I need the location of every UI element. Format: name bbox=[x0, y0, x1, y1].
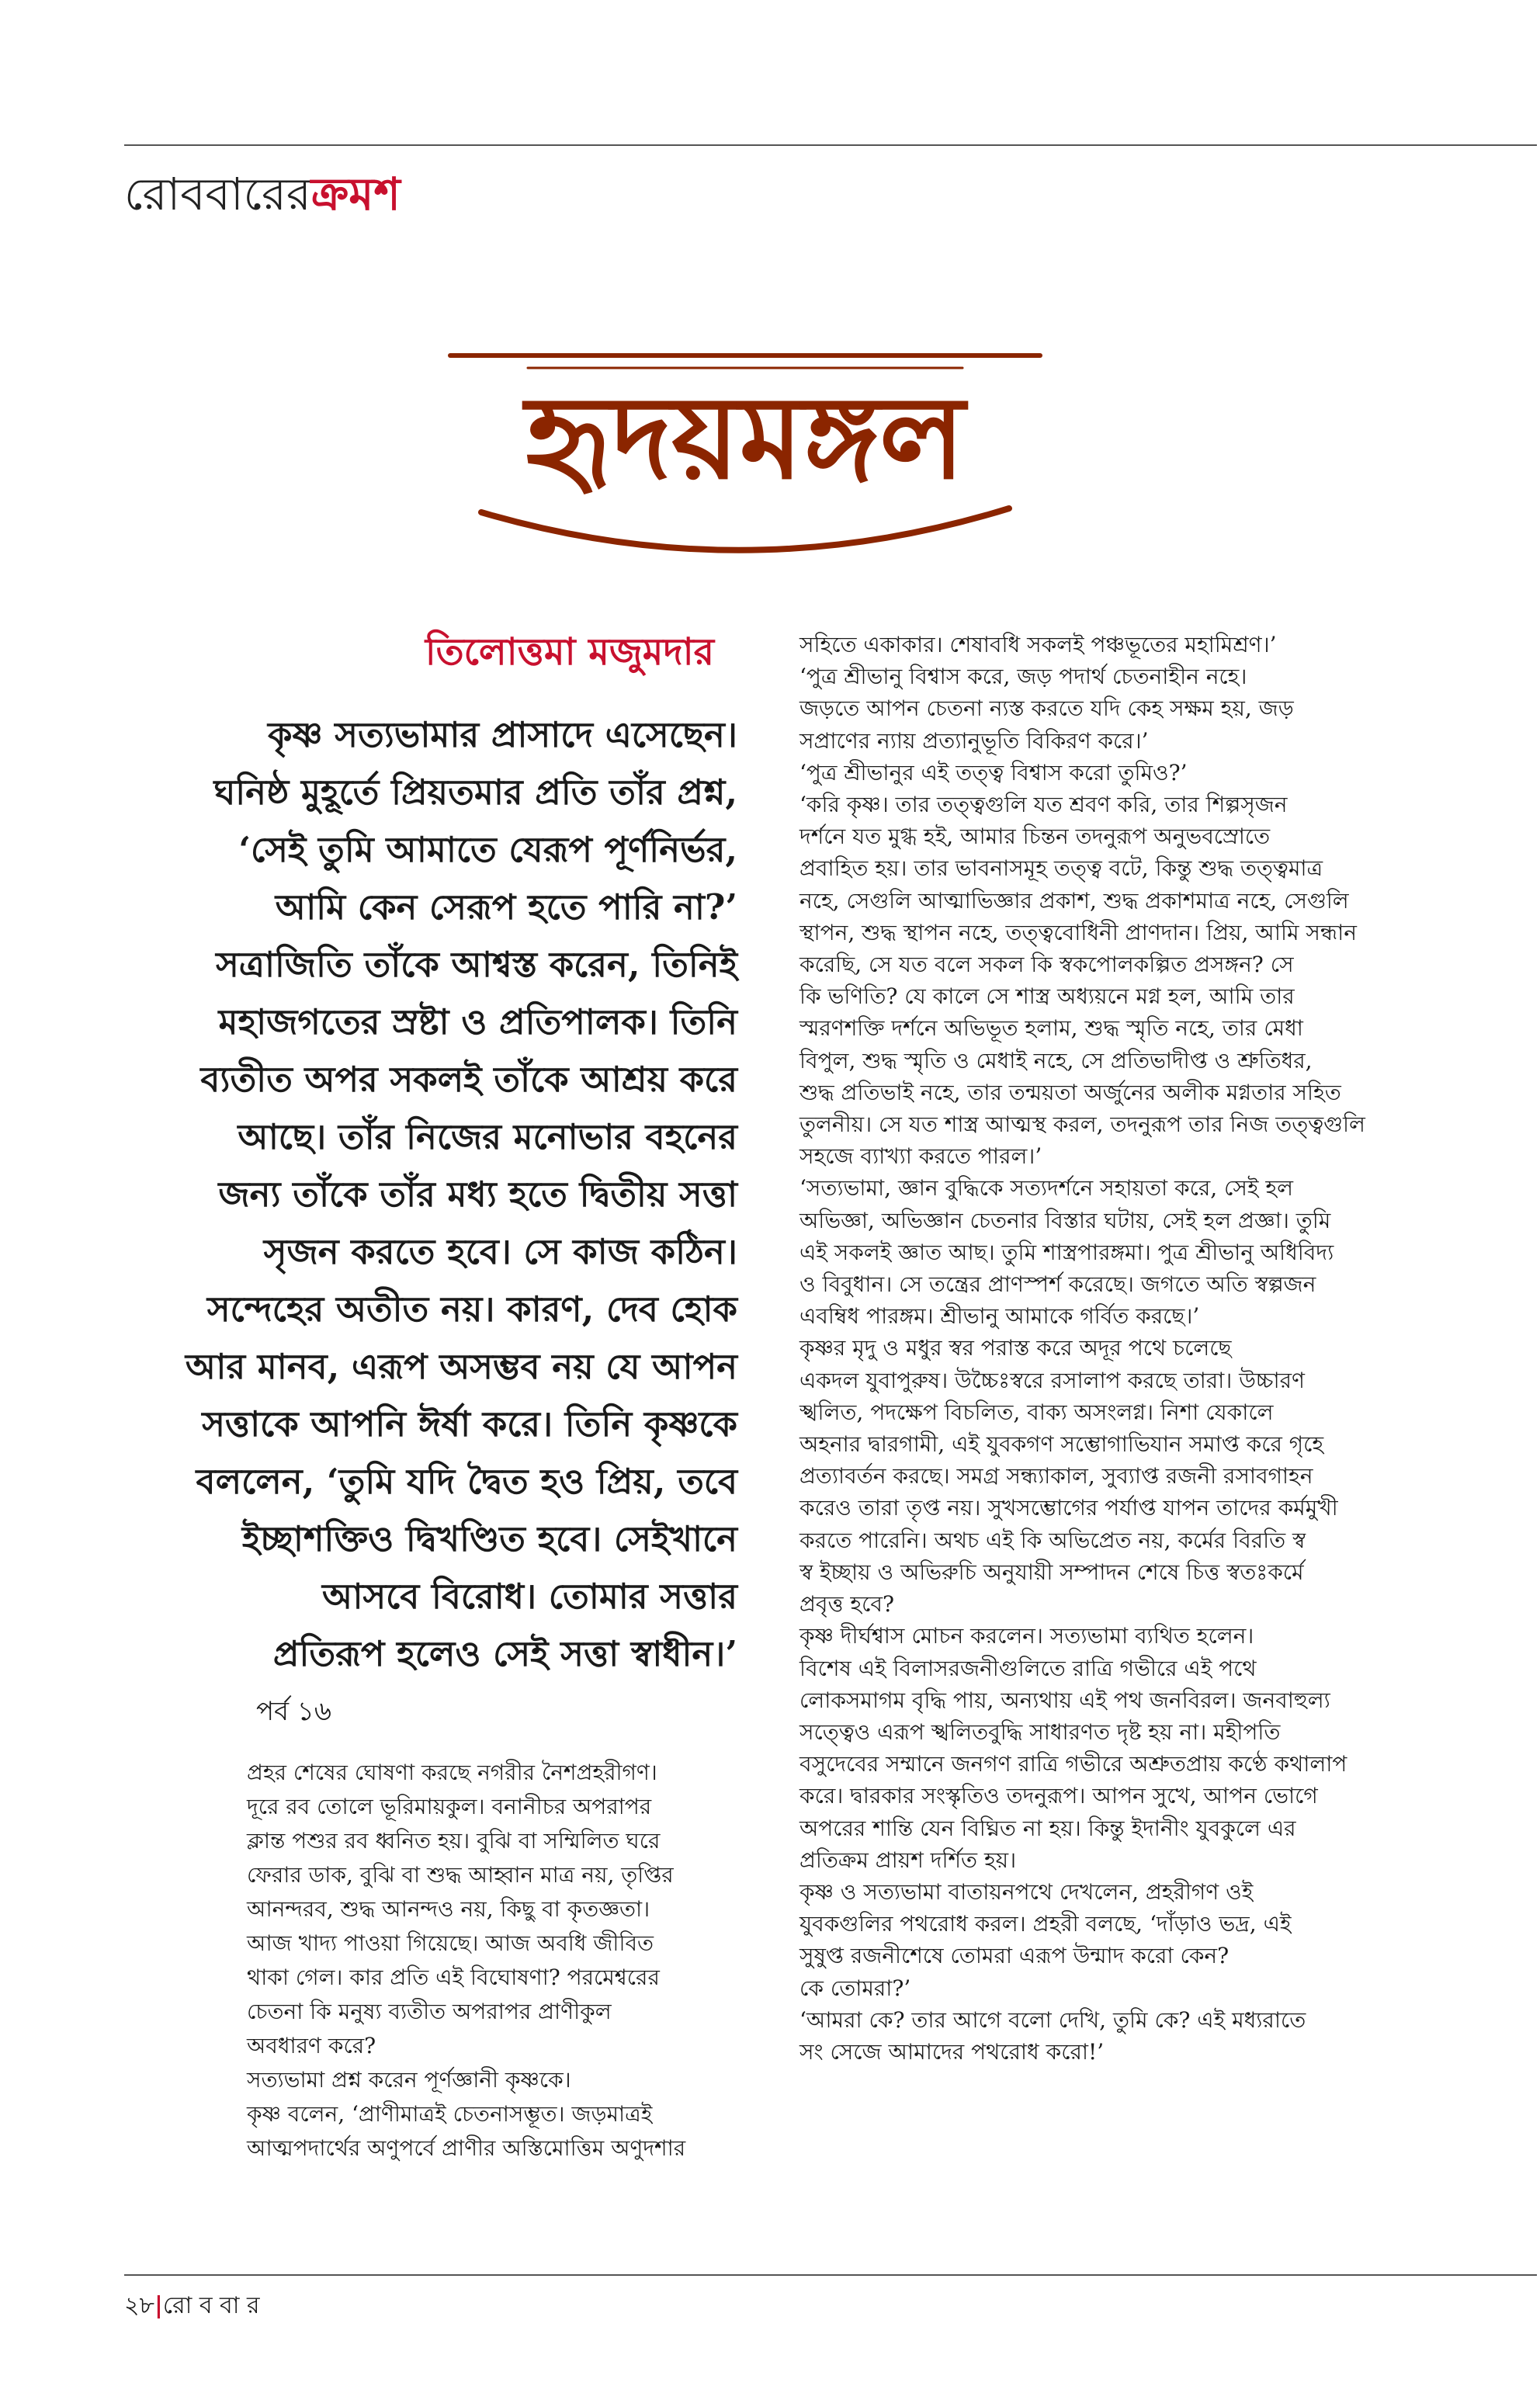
body-line: স্থাপন, শুদ্ধ স্থাপন নহে, তত্ত্ববোধিনী প্রাণদান। প্রিয়, আমি সন্ধান bbox=[799, 919, 1357, 945]
right-column-text bbox=[799, 629, 1521, 2068]
intro-line: সৃজন করতে হবে। সে কাজ কঠিন। bbox=[263, 1231, 737, 1272]
body-line: অপরের শান্তি যেন বিঘ্নিত না হয়। কিন্তু ইদানীং যুবকুলে এর bbox=[799, 1815, 1296, 1841]
body-line: প্রতিক্রম প্রায়শ দর্শিত হয়। bbox=[799, 1847, 1017, 1873]
intro-line: সত্তাকে আপনি ঈর্ষা করে। তিনি কৃষ্ণকে bbox=[202, 1403, 737, 1444]
intro-line: ইচ্ছাশক্তিও দ্বিখণ্ডিত হবে। সেইখানে bbox=[241, 1518, 737, 1559]
author-name: তিলোত্তমা মজুমদার bbox=[425, 630, 714, 674]
page-number: ২৮ bbox=[124, 2292, 154, 2319]
bottom-rule bbox=[124, 2274, 1537, 2276]
chapter-label: পর্ব ১৬ bbox=[256, 1696, 331, 1727]
body-line: সুষুপ্ত রজনীশেষে তোমরা এরূপ উন্মাদ করো কেন? bbox=[799, 1943, 1230, 1969]
intro-line: বললেন, ‘তুমি যদি দ্বৈত হও প্রিয়, তবে bbox=[196, 1461, 737, 1502]
body-line: অহনার দ্বারগামী, এই যুবকগণ সম্ভোগাভিযান সমাপ্ত করে গৃহে bbox=[799, 1431, 1324, 1458]
body-line: এই সকলই জ্ঞাত আছ। তুমি শাস্ত্রপারঙ্গমা। পুত্র শ্রীভানু অধিবিদ্য bbox=[799, 1239, 1334, 1265]
body-line: চেতনা কি মনুষ্য ব্যতীত অপরাপর প্রাণীকুল bbox=[247, 1999, 612, 2024]
body-line: ও বিবুধান। সে তন্ত্রের প্রাণস্পর্শ করেছে। জগতে অতি স্বল্পজন bbox=[799, 1271, 1316, 1298]
body-line: কি ভণিতি? যে কালে সে শাস্ত্র অধ্যয়নে মগ্ন হল, আমি তার bbox=[799, 983, 1295, 1010]
intro-line: আসবে বিরোধ। তোমার সত্তার bbox=[321, 1576, 737, 1617]
body-line: অবধারণ করে? bbox=[247, 2033, 376, 2058]
body-line: প্রবাহিত হয়। তার ভাবনাসমূহ তত্ত্ব বটে, কিন্তু শুদ্ধ তত্ত্বমাত্র bbox=[799, 855, 1323, 882]
body-line: করে। দ্বারকার সংস্কৃতিও তদনুরূপ। আপন সুখে, আপন ভোগে bbox=[799, 1783, 1318, 1809]
body-line: স্ব ইচ্ছায় ও অভিরুচি অনুযায়ী সম্পাদন শেষে চিত্ত স্বতঃকর্মে bbox=[799, 1559, 1304, 1585]
body-line: বিশেষ এই বিলাসরজনীগুলিতে রাত্রি গভীরে এই পথে bbox=[799, 1655, 1257, 1681]
body-line: করেছি, সে যত বলে সকল কি স্বকপোলকল্পিত প্রসঙ্গন? সে bbox=[799, 952, 1294, 978]
body-line: একদল যুবাপুরুষ। উচ্চৈঃস্বরে রসালাপ করছে তারা। উচ্চারণ bbox=[799, 1367, 1305, 1393]
body-line: প্রবৃত্ত হবে? bbox=[799, 1591, 894, 1618]
left-column-text bbox=[247, 1756, 744, 2166]
body-line: কৃষ্ণ ও সত্যভামা বাতায়নপথে দেখলেন, প্রহরীগণ ওই bbox=[799, 1878, 1254, 1905]
body-line: সপ্রাণের ন্যায় প্রত্যানুভূতি বিকিরণ করে।’ bbox=[799, 727, 1149, 754]
body-line: শুদ্ধ প্রতিভাই নহে, তার তন্ময়তা অর্জুনের অলীক মগ্নতার সহিত bbox=[799, 1079, 1341, 1105]
body-line: এবম্বিধ পারঙ্গম। শ্রীভানু আমাকে গর্বিত করছে।’ bbox=[799, 1303, 1200, 1330]
intro-line: জন্য তাঁকে তাঁর মধ্য হতে দ্বিতীয় সত্তা bbox=[218, 1174, 737, 1215]
intro-line: ঘনিষ্ঠ মুহূর্তে প্রিয়তমার প্রতি তাঁর প্রশ্ন, bbox=[213, 772, 737, 813]
body-line: আনন্দরব, শুদ্ধ আনন্দও নয়, কিছু বা কৃতজ্ঞতা। bbox=[247, 1896, 650, 1922]
section-heading-prefix: রোববারের bbox=[124, 168, 311, 220]
body-line: কৃষ্ণর মৃদু ও মধুর স্বর পরাস্ত করে অদূর পথে চলেছে bbox=[799, 1335, 1232, 1361]
body-line: করতে পারেনি। অথচ এই কি অভিপ্রেত নয়, কর্মের বিরতি স্ব bbox=[799, 1527, 1306, 1553]
body-line: আজ খাদ্য পাওয়া গিয়েছে। আজ অবধি জীবিত bbox=[247, 1930, 654, 1956]
intro-line: প্রতিরূপ হলেও সেই সত্তা স্বাধীন।’ bbox=[272, 1633, 737, 1674]
section-heading bbox=[124, 163, 401, 225]
body-line: কে তোমরা?’ bbox=[799, 1975, 911, 2001]
body-line: সত্যভামা প্রশ্ন করেন পূর্ণজ্ঞানী কৃষ্ণকে। bbox=[247, 2067, 571, 2093]
body-line: সং সেজে আমাদের পথরোধ করো!’ bbox=[799, 2038, 1105, 2065]
intro-line: সত্রাজিতি তাঁকে আশ্বস্ত করেন, তিনিই bbox=[216, 944, 737, 985]
body-line: ‘আমরা কে? তার আগে বলো দেখি, তুমি কে? এই মধ্যরাতে bbox=[799, 2006, 1306, 2033]
body-line: ‘পুত্র শ্রীভানুর এই তত্ত্ব বিশ্বাস করো তুমিও?’ bbox=[799, 759, 1188, 786]
intro-line: সন্দেহের অতীত নয়। কারণ, দেব হোক bbox=[206, 1288, 737, 1330]
intro-pullquote bbox=[155, 706, 737, 1683]
series-logo bbox=[435, 334, 1056, 567]
body-line: কৃষ্ণ বলেন, ‘প্রাণীমাত্রই চেতনাসম্ভূত। জড়মাত্রই bbox=[247, 2101, 653, 2127]
body-line: সহিতে একাকার। শেষাবধি সকলই পঞ্চভূতের মহামিশ্রণ।’ bbox=[799, 632, 1277, 657]
body-line: প্রহর শেষের ঘোষণা করছে নগরীর নৈশপ্রহরীগণ। bbox=[247, 1760, 657, 1785]
intro-line: কৃষ্ণ সত্যভামার প্রাসাদে এসেছেন। bbox=[268, 714, 737, 755]
body-line: ফেরার ডাক, বুঝি বা শুদ্ধ আহ্বান মাত্র নয়, তৃপ্তির bbox=[247, 1862, 674, 1888]
body-line: কৃষ্ণ দীর্ঘশ্বাস মোচন করলেন। সত্যভামা ব্যথিত হলেন। bbox=[799, 1623, 1254, 1649]
body-line: লোকসমাগম বৃদ্ধি পায়, অন্যথায় এই পথ জনবিরল। জনবাহুল্য bbox=[799, 1687, 1330, 1713]
folio bbox=[124, 2288, 259, 2324]
logo-swoosh bbox=[481, 508, 1009, 550]
body-line: বসুদেবের সম্মানে জনগণ রাত্রি গভীরে অশ্রুতপ্রায় কণ্ঠে কথালাপ bbox=[799, 1751, 1348, 1777]
body-line: দূরে রব তোলে ভূরিমায়কুল। বনানীচর অপরাপর bbox=[247, 1794, 652, 1819]
section-heading-highlight: ক্রমশ bbox=[310, 168, 401, 220]
body-line: নহে, সেগুলি আত্মাভিজ্ঞার প্রকাশ, শুদ্ধ প্রকাশমাত্র নহে, সেগুলি bbox=[799, 887, 1349, 914]
body-line: প্রত্যাবর্তন করছে। সমগ্র সন্ধ্যাকাল, সুব্যাপ্ত রজনী রসাবগাহন bbox=[799, 1463, 1313, 1490]
intro-line: মহাজগতের স্রষ্টা ও প্রতিপালক। তিনি bbox=[218, 1001, 737, 1042]
intro-line: ব্যতীত অপর সকলই তাঁকে আশ্রয় করে bbox=[200, 1059, 737, 1100]
body-line: ‘পুত্র শ্রীভানু বিশ্বাস করে, জড় পদার্থ চেতনাহীন নহে। bbox=[799, 664, 1247, 690]
body-line: ‘সত্যভামা, জ্ঞান বুদ্ধিকে সত্যদর্শনে সহায়তা করে, সেই হল bbox=[799, 1175, 1293, 1202]
intro-line: আর মানব, এরূপ অসম্ভব নয় যে আপন bbox=[185, 1346, 737, 1387]
body-line: সহজে ব্যাখ্যা করতে পারল।’ bbox=[799, 1143, 1042, 1170]
body-line: ক্লান্ত পশুর রব ধ্বনিত হয়। বুঝি বা সম্মিলিত ঘরে bbox=[247, 1828, 661, 1854]
intro-line: আছে। তাঁর নিজের মনোভার বহনের bbox=[238, 1116, 737, 1157]
magazine-name: রো ব বা র bbox=[162, 2292, 260, 2319]
body-line: বিপুল, শুদ্ধ স্মৃতি ও মেধাই নহে, সে প্রতিভাদীপ্ত ও শ্রুতিধর, bbox=[799, 1047, 1313, 1073]
intro-line: আমি কেন সেরূপ হতে পারি না?’ bbox=[275, 886, 737, 928]
body-line: স্খলিত, পদক্ষেপ বিচলিত, বাক্য অসংলগ্ন। নিশা যেকালে bbox=[799, 1399, 1274, 1425]
body-line: যুবকগুলির পথরোধ করল। প্রহরী বলছে, ‘দাঁড়াও ভদ্র, এই bbox=[799, 1911, 1292, 1937]
body-line: ‘করি কৃষ্ণ। তার তত্ত্বগুলি যত শ্রবণ করি, তার শিল্পসৃজন bbox=[799, 792, 1288, 818]
folio-separator: | bbox=[154, 2292, 163, 2319]
body-line: সত্ত্বেও এরূপ স্খলিতবুদ্ধি সাধারণত দৃষ্ট হয় না। মহীপতি bbox=[799, 1718, 1281, 1745]
body-line: দর্শনে যত মুগ্ধ হই, আমার চিন্তন তদনুরূপ অনুভবস্রোতে bbox=[799, 824, 1271, 850]
body-line: জড়তে আপন চেতনা ন্যস্ত করতে যদি কেহ সক্ষম হয়, জড় bbox=[799, 695, 1294, 722]
body-line: আত্মপদার্থের অণুপর্বে প্রাণীর অস্তিমোত্তিম অণুদশার bbox=[247, 2135, 686, 2161]
intro-line: ‘সেই তুমি আমাতে যেরূপ পূর্ণনির্ভর, bbox=[238, 829, 737, 870]
body-line: করেও তারা তৃপ্ত নয়। সুখসম্ভোগের পর্যাপ্ত যাপন তাদের কর্মমুখী bbox=[799, 1495, 1338, 1521]
logo-title: হৃদয়মঙ্গল bbox=[525, 369, 966, 505]
body-line: তুলনীয়। সে যত শাস্ত্র আত্মস্থ করল, তদনুরূপ তার নিজ তত্ত্বগুলি bbox=[799, 1112, 1365, 1138]
body-line: স্মরণশক্তি দর্শনে অভিভূত হলাম, শুদ্ধ স্মৃতি নহে, তার মেধা bbox=[799, 1015, 1303, 1042]
body-line: থাকা গেল। কার প্রতি এই বিঘোষণা? পরমেশ্বরের bbox=[247, 1965, 660, 1990]
top-rule bbox=[124, 144, 1537, 146]
body-line: অভিজ্ঞা, অভিজ্ঞান চেতনার বিস্তার ঘটায়, সেই হল প্রজ্ঞা। তুমি bbox=[799, 1207, 1331, 1233]
